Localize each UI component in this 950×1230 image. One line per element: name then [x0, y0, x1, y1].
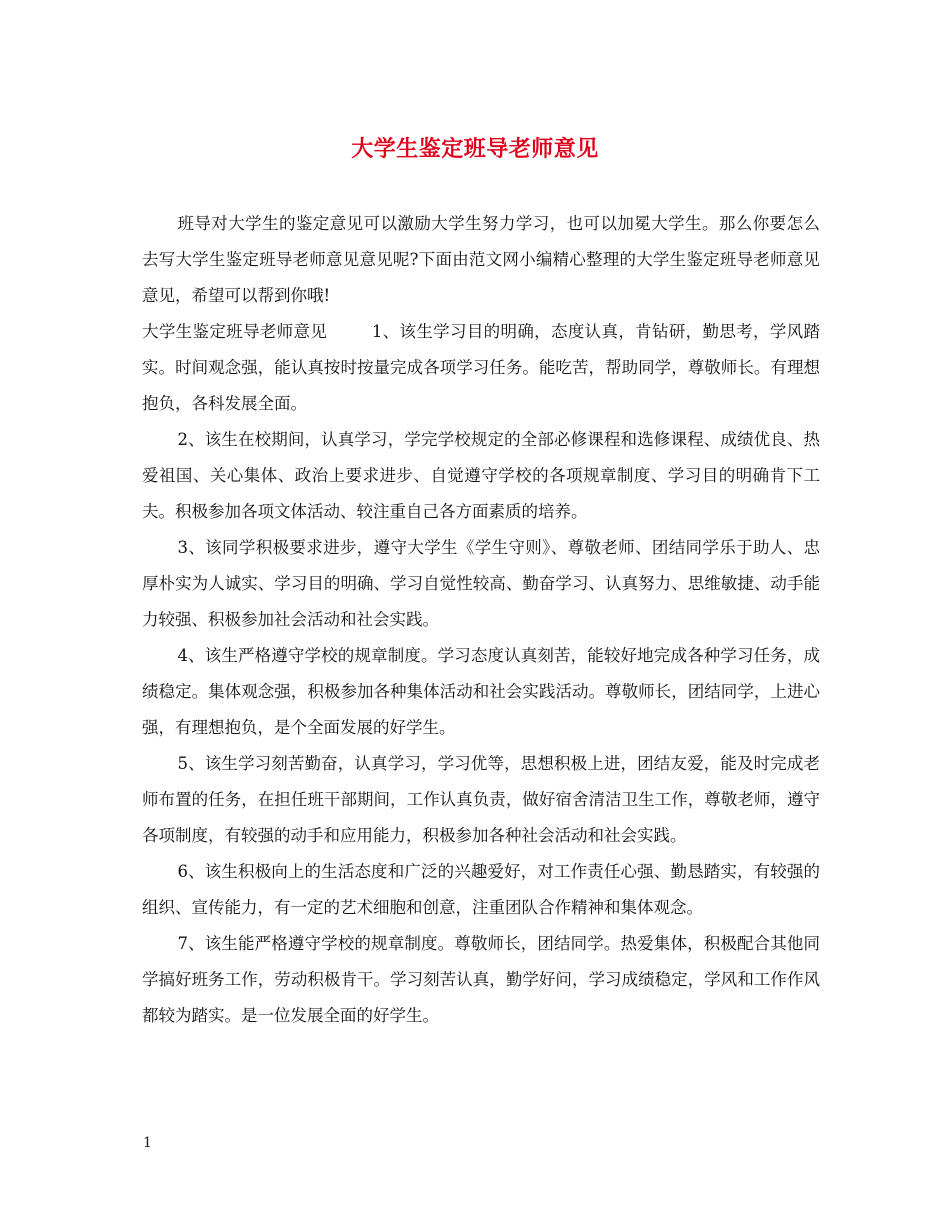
item-2-paragraph: 2、该生在校期间，认真学习，学完学校规定的全部必修课程和选修课程、成绩优良、热爱祖国、关心集体、政治上要求进步、自觉遵守学校的各项规章制度、学习目的明确肯下工夫。积极参加各项文体活动、较注重自己各方面素质的培养。 [142, 430, 820, 521]
item-6-paragraph: 6、该生积极向上的生活态度和广泛的兴趣爱好，对工作责任心强、勤恳踏实，有较强的组织、宣传能力，有一定的艺术细胞和创意，注重团队合作精神和集体观念。 [142, 862, 820, 917]
section-heading: 大学生鉴定班导老师意见 [142, 322, 328, 341]
item-5-paragraph: 5、该生学习刻苦勤奋，认真学习，学习优等，思想积极上进，团结友爱，能及时完成老师布置的任务，在担任班干部期间，工作认真负责，做好宿舍清洁卫生工作，尊敬老师，遵守各项制度，有较强的动手和应用能力，积极参加各种社会活动和社会实践。 [142, 754, 820, 845]
document-body [142, 206, 820, 1034]
section-paragraph-1 [142, 314, 820, 422]
intro-paragraph: 班导对大学生的鉴定意见可以激励大学生努力学习，也可以加冕大学生。那么你要怎么去写大学生鉴定班导老师意见意见呢?下面由范文网小编精心整理的大学生鉴定班导老师意见意见，希望可以帮到你哦! [142, 214, 820, 305]
page-number: 1 [143, 1135, 152, 1151]
item-3-paragraph: 3、该同学积极要求进步，遵守大学生《学生守则》、尊敬老师、团结同学乐于助人、忠厚朴实为人诚实、学习目的明确、学习自觉性较高、勤奋学习、认真努力、思维敏捷、动手能力较强、积极参加社会活动和社会实践。 [142, 538, 820, 629]
item-7-paragraph: 7、该生能严格遵守学校的规章制度。尊敬师长，团结同学。热爱集体，积极配合其他同学搞好班务工作，劳动积极肯干。学习刻苦认真，勤学好问，学习成绩稳定，学风和工作作风都较为踏实。是一位发展全面的好学生。 [142, 934, 820, 1025]
document-title: 大学生鉴定班导老师意见 [351, 136, 599, 162]
item-4-paragraph: 4、该生严格遵守学校的规章制度。学习态度认真刻苦，能较好地完成各种学习任务，成绩稳定。集体观念强，积极参加各种集体活动和社会实践活动。尊敬师长，团结同学，上进心强，有理想抱负，是个全面发展的好学生。 [142, 646, 820, 737]
item-1-text: 1、该生学习目的明确，态度认真，肯钻研，勤思考，学风踏实。时间观念强，能认真按时按量完成各项学习任务。能吃苦，帮助同学，尊敬师长。有理想抱负，各科发展全面。 [142, 322, 821, 413]
spacer [327, 322, 372, 341]
